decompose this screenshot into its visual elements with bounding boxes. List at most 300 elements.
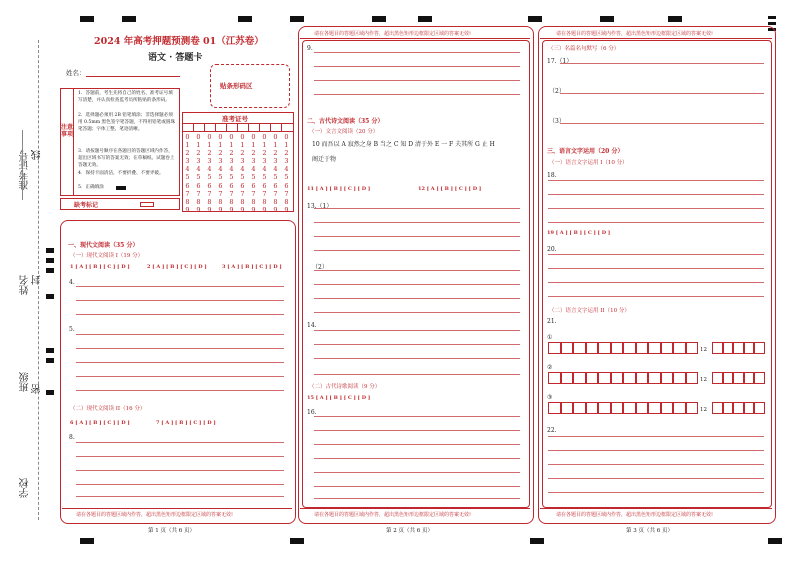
answer-line[interactable]	[76, 390, 284, 391]
char-cell[interactable]	[686, 402, 699, 414]
question-4-label: 4.	[69, 279, 75, 286]
panel-notice: 请在各题目的答题区域内作答，超出黑色矩形边框限定区域的答案无效!	[556, 512, 714, 518]
digit-bubble[interactable]: 1	[196, 141, 201, 150]
char-cell[interactable]	[548, 342, 561, 354]
panel-notice: 请在各题目的答题区域内作答，超出黑色矩形边框限定区域的答案无效!	[314, 512, 472, 518]
answer-line[interactable]	[548, 464, 764, 465]
digit-bubble[interactable]: 7	[185, 189, 190, 198]
question-14-label: 14.	[307, 322, 317, 329]
digit-bubble[interactable]: 9	[240, 205, 245, 214]
char-cell[interactable]	[723, 402, 734, 414]
digit-bubble[interactable]: 2	[218, 149, 223, 158]
char-cell[interactable]	[673, 402, 686, 414]
notice-label: 注意事项	[61, 124, 74, 138]
digit-bubble[interactable]: 6	[196, 181, 201, 190]
panel-notice: 请在各题目的答题区域内作答，超出黑色矩形边框限定区域的答案无效!	[76, 512, 234, 518]
answer-line[interactable]	[560, 93, 764, 94]
digit-bubble[interactable]: 8	[284, 197, 289, 206]
answer-line[interactable]	[314, 270, 520, 271]
answer-line[interactable]	[314, 374, 520, 375]
char-cell[interactable]	[723, 372, 734, 384]
digit-bubble[interactable]: 8	[185, 197, 190, 206]
char-cell[interactable]	[712, 372, 723, 384]
digit-bubble[interactable]: 0	[185, 133, 190, 141]
page-number: 第 2 页（共 6 页）	[386, 528, 433, 534]
admission-digit-column[interactable]	[228, 133, 235, 214]
char-cell[interactable]	[586, 402, 599, 414]
digit-bubble[interactable]: 9	[185, 205, 190, 214]
digit-bubble[interactable]: 9	[229, 205, 234, 214]
char-cell[interactable]	[661, 402, 674, 414]
answer-line[interactable]	[314, 52, 520, 53]
notice-label-cell	[60, 88, 74, 196]
char-cell[interactable]	[754, 402, 765, 414]
char-cell[interactable]	[636, 372, 649, 384]
choice-q6[interactable]: 6 [ A ] [ B ] [ C ] [ D ]	[70, 420, 130, 426]
inner-frame-2	[302, 40, 530, 508]
digit-bubble[interactable]: 3	[218, 157, 223, 166]
notice-divider	[300, 38, 530, 39]
digit-bubble[interactable]: 5	[273, 173, 278, 182]
subsection-title: （一）现代文阅读 I（19 分）	[70, 253, 144, 259]
answer-line[interactable]	[548, 492, 764, 493]
digit-bubble[interactable]: 4	[185, 165, 190, 174]
answer-line[interactable]	[314, 250, 520, 251]
choice-q3[interactable]: 3 [ A ] [ B ] [ C ] [ D ]	[222, 264, 282, 270]
digit-bubble[interactable]: 8	[251, 197, 256, 206]
digit-bubble[interactable]: 5	[207, 173, 212, 182]
digit-bubble[interactable]: 7	[284, 189, 289, 198]
question-17-2-label: （2）	[549, 88, 565, 95]
admission-digit-column[interactable]	[206, 133, 213, 214]
char-cell[interactable]	[623, 372, 636, 384]
char-cell[interactable]	[636, 402, 649, 414]
digit-bubble[interactable]: 3	[229, 157, 234, 166]
char-cell[interactable]	[548, 402, 561, 414]
char-cell[interactable]	[673, 342, 686, 354]
char-cell[interactable]	[561, 342, 574, 354]
subsection-title: （三）名篇名句默写（6 分）	[548, 46, 620, 52]
panel-notice: 请在各题目的答题区域内作答，超出黑色矩形边框限定区域的答案无效!	[556, 31, 714, 37]
page-title: 2024 年高考押题预测卷 01（江苏卷）	[94, 36, 264, 47]
char-cell[interactable]	[733, 342, 744, 354]
char-cell[interactable]	[623, 402, 636, 414]
digit-bubble[interactable]: 4	[273, 165, 278, 174]
grid-divider	[226, 123, 227, 132]
name-field[interactable]	[86, 76, 180, 77]
char-cell[interactable]	[744, 372, 755, 384]
registration-mark	[768, 22, 776, 25]
char-cell[interactable]	[561, 372, 574, 384]
digit-bubble[interactable]: 2	[240, 149, 245, 158]
char-cell[interactable]	[548, 372, 561, 384]
registration-mark	[530, 538, 544, 544]
answer-line[interactable]	[76, 314, 284, 315]
digit-bubble[interactable]: 8	[229, 197, 234, 206]
answer-line[interactable]	[314, 430, 520, 431]
page-number: 第 1 页（共 6 页）	[148, 528, 195, 534]
registration-mark	[122, 16, 136, 22]
digit-bubble[interactable]: 1	[229, 141, 234, 150]
choice-q2[interactable]: 2 [ A ] [ B ] [ C ] [ D ]	[147, 264, 207, 270]
char-count-1: 12	[700, 347, 707, 353]
char-cell[interactable]	[598, 402, 611, 414]
digit-bubble[interactable]: 3	[284, 157, 289, 166]
subsection-title: （二）语言文字运用 II（10 分）	[549, 308, 630, 314]
digit-bubble[interactable]: 3	[196, 157, 201, 166]
answer-line[interactable]	[314, 444, 520, 445]
subsection-title: （二）现代文阅读 II（16 分）	[70, 406, 146, 412]
answer-line[interactable]	[76, 286, 284, 287]
digit-bubble[interactable]: 1	[284, 141, 289, 150]
answer-line[interactable]	[560, 123, 764, 124]
char-cell[interactable]	[573, 402, 586, 414]
char-cell[interactable]	[661, 372, 674, 384]
question-17-1-label: 17.（1）	[547, 58, 573, 65]
answer-line[interactable]	[548, 296, 764, 297]
choice-q1[interactable]: 1 [ A ] [ B ] [ C ] [ D ]	[70, 264, 130, 270]
answer-line[interactable]	[548, 180, 764, 181]
digit-bubble[interactable]: 2	[207, 149, 212, 158]
digit-bubble[interactable]: 6	[251, 181, 256, 190]
digit-bubble[interactable]: 6	[185, 181, 190, 190]
answer-line[interactable]	[76, 334, 284, 335]
answer-line[interactable]	[314, 298, 520, 299]
question-13-2-label: （2）	[312, 264, 328, 271]
grid-divider	[270, 123, 271, 132]
digit-bubble[interactable]: 9	[273, 205, 278, 214]
registration-mark	[238, 16, 252, 22]
binding-label-school: 学校	[20, 478, 31, 498]
digit-bubble[interactable]: 4	[196, 165, 201, 174]
answer-line[interactable]	[548, 222, 764, 223]
notice-divider	[62, 508, 292, 509]
registration-mark	[46, 294, 54, 299]
char-cell[interactable]	[598, 372, 611, 384]
notice-divider	[540, 508, 772, 509]
registration-mark	[372, 16, 386, 22]
digit-bubble[interactable]: 0	[262, 133, 267, 141]
char-cell[interactable]	[573, 342, 586, 354]
answer-line[interactable]	[548, 436, 764, 437]
answer-line[interactable]	[560, 63, 764, 64]
digit-bubble[interactable]: 2	[262, 149, 267, 158]
digit-bubble[interactable]: 9	[251, 205, 256, 214]
answer-line[interactable]	[76, 470, 284, 471]
registration-mark	[290, 16, 304, 22]
digit-bubble[interactable]: 5	[196, 173, 201, 182]
char-cell[interactable]	[744, 342, 755, 354]
grid-divider	[259, 123, 260, 132]
digit-bubble[interactable]: 6	[240, 181, 245, 190]
answer-line[interactable]	[314, 208, 520, 209]
digit-bubble[interactable]: 5	[240, 173, 245, 182]
digit-bubble[interactable]: 7	[218, 189, 223, 198]
char-cell[interactable]	[623, 342, 636, 354]
question-17-3-label: （3）	[549, 118, 565, 125]
binding-label-seal: 封	[32, 275, 43, 285]
digit-bubble[interactable]: 0	[196, 133, 201, 141]
char-cell[interactable]	[586, 372, 599, 384]
digit-bubble[interactable]: 2	[284, 149, 289, 158]
choice-q19[interactable]: 19 [ A ] [ B ] [ C ] [ D ]	[547, 230, 611, 236]
digit-bubble[interactable]: 4	[251, 165, 256, 174]
digit-bubble[interactable]: 0	[218, 133, 223, 141]
char-cell[interactable]	[573, 372, 586, 384]
choice-q15[interactable]: 15 [ A ] [ B ] [ C ] [ D ]	[307, 395, 371, 401]
char-cell[interactable]	[611, 342, 624, 354]
answer-line[interactable]	[314, 222, 520, 223]
question-22-label: 22.	[547, 427, 557, 434]
digit-bubble[interactable]: 9	[284, 205, 289, 214]
binding-label-class: 班级	[20, 372, 31, 392]
char-cell[interactable]	[648, 342, 661, 354]
char-cell[interactable]	[648, 372, 661, 384]
answer-line[interactable]	[548, 208, 764, 209]
registration-mark	[46, 390, 54, 395]
digit-bubble[interactable]: 8	[273, 197, 278, 206]
answer-line[interactable]	[76, 484, 284, 485]
answer-line[interactable]	[314, 284, 520, 285]
barcode-label: 贴条形码区	[220, 82, 253, 90]
char-cell[interactable]	[754, 342, 765, 354]
digit-bubble[interactable]: 1	[218, 141, 223, 150]
char-cell[interactable]	[754, 372, 765, 384]
char-cell[interactable]	[598, 342, 611, 354]
registration-mark	[768, 16, 776, 19]
digit-bubble[interactable]: 6	[284, 181, 289, 190]
digit-bubble[interactable]: 4	[240, 165, 245, 174]
inner-frame-3	[542, 40, 772, 508]
digit-bubble[interactable]: 9	[196, 205, 201, 214]
admission-digit-column[interactable]	[195, 133, 202, 214]
admission-digit-column[interactable]	[217, 133, 224, 214]
digit-bubble[interactable]: 3	[240, 157, 245, 166]
char-cell[interactable]	[648, 402, 661, 414]
char-cell[interactable]	[661, 342, 674, 354]
answer-line[interactable]	[314, 458, 520, 459]
char-cell[interactable]	[561, 402, 574, 414]
digit-bubble[interactable]: 3	[262, 157, 267, 166]
digit-bubble[interactable]: 2	[251, 149, 256, 158]
question-5-label: 5.	[69, 326, 75, 333]
notice-divider	[300, 508, 530, 509]
page-number: 第 3 页（共 6 页）	[626, 528, 673, 534]
char-cell[interactable]	[673, 372, 686, 384]
digit-bubble[interactable]: 5	[185, 173, 190, 182]
registration-mark	[290, 538, 304, 544]
answer-line[interactable]	[548, 282, 764, 283]
answer-line[interactable]	[314, 330, 520, 331]
digit-bubble[interactable]: 9	[218, 205, 223, 214]
digit-bubble[interactable]: 5	[251, 173, 256, 182]
answer-line[interactable]	[314, 358, 520, 359]
admission-digit-column[interactable]	[184, 133, 191, 214]
grid-divider	[281, 123, 282, 132]
char-cell[interactable]	[712, 402, 723, 414]
admission-header-row	[182, 123, 294, 132]
answer-line[interactable]	[76, 376, 284, 377]
digit-bubble[interactable]: 1	[251, 141, 256, 150]
digit-bubble[interactable]: 5	[229, 173, 234, 182]
digit-bubble[interactable]: 6	[262, 181, 267, 190]
admission-digit-column[interactable]	[272, 133, 279, 214]
digit-bubble[interactable]: 5	[262, 173, 267, 182]
char-cell[interactable]	[686, 372, 699, 384]
digit-bubble[interactable]: 2	[229, 149, 234, 158]
question-16-label: 16.	[307, 409, 317, 416]
char-count-2: 12	[700, 377, 707, 383]
digit-bubble[interactable]: 7	[229, 189, 234, 198]
registration-mark	[46, 268, 54, 273]
char-cell[interactable]	[611, 372, 624, 384]
answer-line[interactable]	[314, 498, 520, 499]
digit-bubble[interactable]: 4	[218, 165, 223, 174]
digit-bubble[interactable]: 1	[240, 141, 245, 150]
digit-bubble[interactable]: 7	[196, 189, 201, 198]
digit-bubble[interactable]: 2	[273, 149, 278, 158]
char-cell[interactable]	[586, 342, 599, 354]
answer-line[interactable]	[314, 486, 520, 487]
digit-bubble[interactable]: 3	[251, 157, 256, 166]
answer-line[interactable]	[76, 496, 284, 497]
registration-mark	[768, 538, 782, 544]
answer-line[interactable]	[548, 254, 764, 255]
instruction-5: 5．正确填涂	[78, 185, 104, 190]
sub-answer-1-marker: ①	[547, 334, 553, 341]
choice-q12[interactable]: 12 [ A ] [ B ] [ C ] [ D ]	[418, 186, 482, 192]
registration-mark	[80, 16, 94, 22]
digit-bubble[interactable]: 0	[251, 133, 256, 141]
digit-bubble[interactable]: 2	[185, 149, 190, 158]
answer-line[interactable]	[76, 362, 284, 363]
subsection-title: （二）古代诗歌阅读（9 分）	[309, 384, 381, 390]
char-cell[interactable]	[611, 402, 624, 414]
admission-digit-column[interactable]	[239, 133, 246, 214]
digit-bubble[interactable]: 0	[273, 133, 278, 141]
answer-line[interactable]	[548, 478, 764, 479]
admission-digit-column[interactable]	[250, 133, 257, 214]
digit-bubble[interactable]: 2	[196, 149, 201, 158]
choice-q11[interactable]: 11 [ A ] [ B ] [ C ] [ D ]	[307, 186, 371, 192]
instruction-3: 3．请按题号顺序在各题目的答题区域内作答，超出区域书写的答案无效；在草稿纸、试题卷上答题无效。	[78, 149, 175, 169]
digit-bubble[interactable]: 1	[185, 141, 190, 150]
char-cell[interactable]	[733, 402, 744, 414]
answer-line[interactable]	[314, 80, 520, 81]
digit-bubble[interactable]: 3	[185, 157, 190, 166]
char-cell[interactable]	[686, 342, 699, 354]
binding-field-line	[22, 130, 23, 200]
answer-line[interactable]	[314, 66, 520, 67]
choice-q7[interactable]: 7 [ A ] [ B ] [ C ] [ D ]	[156, 420, 216, 426]
answer-line[interactable]	[76, 348, 284, 349]
section-title: 三、语言文字运用（20 分）	[547, 148, 624, 155]
digit-bubble[interactable]: 7	[262, 189, 267, 198]
digit-bubble[interactable]: 1	[207, 141, 212, 150]
admission-label: 准考证号	[222, 115, 248, 123]
question-21-label: 21.	[547, 318, 557, 325]
digit-bubble[interactable]: 4	[262, 165, 267, 174]
char-cell[interactable]	[733, 372, 744, 384]
digit-bubble[interactable]: 6	[229, 181, 234, 190]
digit-bubble[interactable]: 0	[240, 133, 245, 141]
digit-bubble[interactable]: 6	[207, 181, 212, 190]
digit-bubble[interactable]: 8	[218, 197, 223, 206]
digit-bubble[interactable]: 7	[273, 189, 278, 198]
answer-line[interactable]	[548, 194, 764, 195]
admission-digit-column[interactable]	[261, 133, 268, 214]
grid-divider	[215, 123, 216, 132]
digit-bubble[interactable]: 4	[229, 165, 234, 174]
admission-digit-column[interactable]	[283, 133, 290, 214]
digit-bubble[interactable]: 0	[284, 133, 289, 141]
digit-bubble[interactable]: 7	[207, 189, 212, 198]
panel-notice: 请在各题目的答题区域内作答，超出黑色矩形边框限定区域的答案无效!	[314, 31, 472, 37]
answer-line[interactable]	[314, 236, 520, 237]
digit-bubble[interactable]: 7	[251, 189, 256, 198]
char-cell[interactable]	[636, 342, 649, 354]
instruction-1: 1．答题前，考生先将自己的姓名、准考证号填写清楚，并认真检查监考员所粘贴的条形码。	[78, 91, 173, 104]
char-count-3: 12	[700, 407, 707, 413]
digit-bubble[interactable]: 1	[262, 141, 267, 150]
answer-line[interactable]	[314, 416, 520, 417]
char-cell[interactable]	[712, 342, 723, 354]
digit-bubble[interactable]: 8	[240, 197, 245, 206]
answer-line[interactable]	[314, 472, 520, 473]
digit-bubble[interactable]: 3	[207, 157, 212, 166]
answer-line[interactable]	[76, 456, 284, 457]
registration-mark	[668, 16, 682, 22]
digit-bubble[interactable]: 3	[273, 157, 278, 166]
digit-bubble[interactable]: 9	[207, 205, 212, 214]
answer-line[interactable]	[548, 450, 764, 451]
digit-bubble[interactable]: 5	[284, 173, 289, 182]
digit-bubble[interactable]: 6	[273, 181, 278, 190]
answer-line[interactable]	[314, 312, 520, 313]
subsection-title: （一）文言文阅读（20 分）	[309, 129, 379, 135]
registration-mark	[46, 248, 54, 253]
digit-bubble[interactable]: 8	[262, 197, 267, 206]
registration-mark	[46, 258, 54, 263]
grid-divider	[237, 123, 238, 132]
grid-divider	[248, 123, 249, 132]
digit-bubble[interactable]: 4	[284, 165, 289, 174]
digit-bubble[interactable]: 5	[218, 173, 223, 182]
answer-line[interactable]	[314, 344, 520, 345]
answer-line[interactable]	[314, 94, 520, 95]
digit-bubble[interactable]: 4	[207, 165, 212, 174]
registration-mark	[600, 16, 614, 22]
digit-bubble[interactable]: 7	[240, 189, 245, 198]
question-18-label: 18.	[547, 172, 557, 179]
grid-divider	[193, 123, 194, 132]
answer-line[interactable]	[76, 442, 284, 443]
char-cell[interactable]	[723, 342, 734, 354]
digit-bubble[interactable]: 8	[196, 197, 201, 206]
char-cell[interactable]	[744, 402, 755, 414]
answer-line[interactable]	[548, 268, 764, 269]
digit-bubble[interactable]: 6	[218, 181, 223, 190]
digit-bubble[interactable]: 0	[207, 133, 212, 141]
answer-line[interactable]	[76, 300, 284, 301]
digit-bubble[interactable]: 0	[229, 133, 234, 141]
digit-bubble[interactable]: 1	[273, 141, 278, 150]
digit-bubble[interactable]: 8	[207, 197, 212, 206]
subsection-title: （一）语言文字运用 I（10 分）	[549, 160, 628, 166]
digit-bubble[interactable]: 9	[262, 205, 267, 214]
absent-checkbox[interactable]	[140, 202, 154, 207]
question-8-label: 8.	[69, 434, 75, 441]
